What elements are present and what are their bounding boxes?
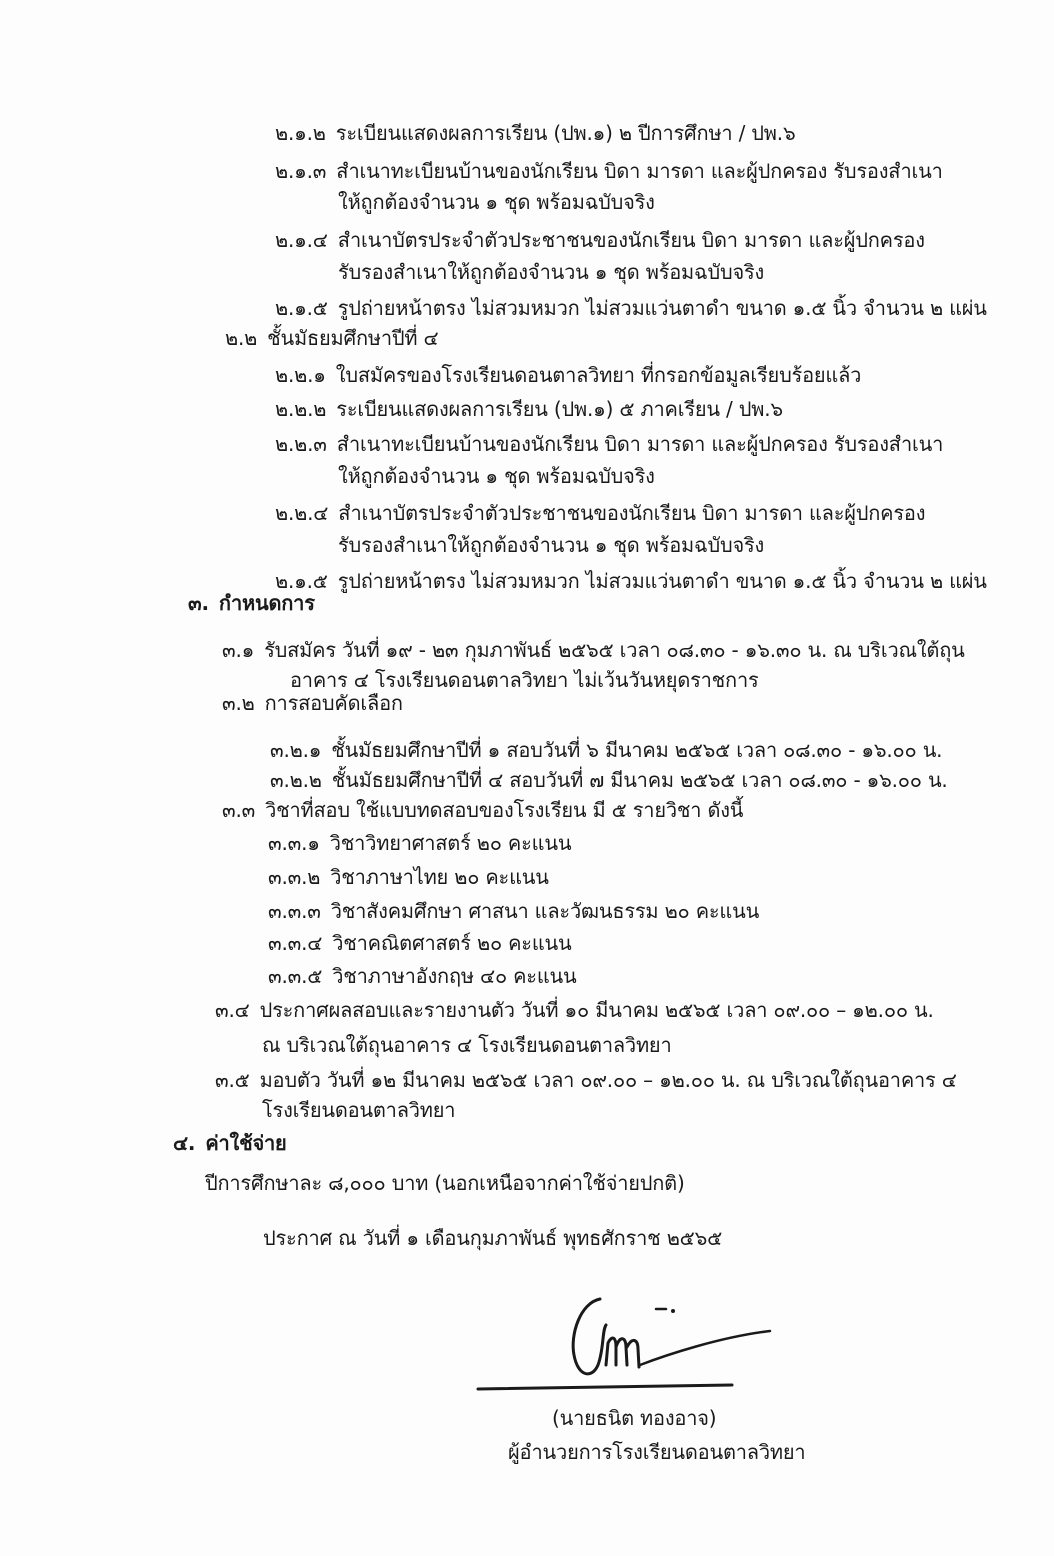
item-number: ๓.๒ — [222, 691, 255, 715]
item-number: ๔. — [173, 1131, 196, 1155]
item-2-2-3-cont: ให้ถูกต้องจำนวน ๑ ชุด พร้อมฉบับจริง — [338, 464, 655, 488]
item-3-3-5 — [268, 963, 576, 989]
item-text: รูปถ่ายหน้าตรง ไม่สวมหมวก ไม่สวมแว่นตาดำ ขนาด ๑.๕ นิ้ว จำนวน ๒ แผ่น — [337, 296, 987, 320]
item-3-1 — [222, 637, 965, 663]
item-number: ๓.๔ — [215, 998, 250, 1022]
item-text: ชั้นมัธยมศึกษาปีที่ ๔ — [267, 326, 439, 350]
item-2-1-4-cont: รับรองสำเนาให้ถูกต้องจำนวน ๑ ชุด พร้อมฉบับจริง — [338, 260, 765, 284]
item-number: ๒.๒.๑ — [275, 363, 326, 387]
item-2-1-2 — [275, 120, 795, 146]
item-number: ๓.๒.๑ — [270, 738, 322, 762]
item-3-5 — [215, 1067, 957, 1093]
item-3-1-cont: อาคาร ๔ โรงเรียนดอนตาลวิทยา ไม่เว้นวันหยุดราชการ — [290, 668, 759, 692]
item-2-1-5 — [275, 295, 987, 321]
item-text: ประกาศผลสอบและรายงานตัว วันที่ ๑๐ มีนาคม ๒๕๖๕ เวลา ๐๙.๐๐ – ๑๒.๐๐ น. — [259, 998, 934, 1022]
item-text: ระเบียนแสดงผลการเรียน (ปพ.๑) ๕ ภาคเรียน / ปพ.๖ — [336, 397, 783, 421]
signature-mark — [470, 1285, 790, 1395]
section-2-2-heading — [225, 325, 438, 351]
item-text: กำหนดการ — [218, 591, 315, 615]
item-number: ๓.๓.๑ — [268, 831, 320, 855]
item-3-3-3 — [268, 898, 759, 924]
item-text: สำเนาทะเบียนบ้านของนักเรียน บิดา มารดา และผู้ปกครอง รับรองสำเนา — [336, 159, 943, 183]
item-3-2 — [222, 690, 403, 716]
item-2-2-3 — [275, 431, 943, 457]
item-number: ๒.๒ — [225, 326, 258, 350]
item-number: ๓.๕ — [215, 1068, 250, 1092]
item-2-1-3 — [275, 158, 943, 184]
item-text: วิชาภาษาไทย ๒๐ คะแนน — [330, 865, 549, 889]
item-text: ชั้นมัธยมศึกษาปีที่ ๔ สอบวันที่ ๗ มีนาคม ๒๕๖๕ เวลา ๐๘.๓๐ - ๑๖.๐๐ น. — [331, 768, 948, 792]
item-number: ๓.๑ — [222, 638, 255, 662]
item-number: ๒.๒.๒ — [275, 397, 327, 421]
item-3-2-1 — [270, 737, 942, 763]
item-number: ๓.๓.๕ — [268, 964, 323, 988]
item-number: ๒.๑.๒ — [275, 121, 326, 145]
item-text: วิชาภาษาอังกฤษ ๔๐ คะแนน — [332, 964, 577, 988]
item-2-2-1 — [275, 362, 861, 388]
item-number: ๓.๒.๒ — [270, 768, 322, 792]
item-text: มอบตัว วันที่ ๑๒ มีนาคม ๒๕๖๕ เวลา ๐๙.๐๐ – ๑๒.๐๐ น. ณ บริเวณใต้ถุนอาคาร ๔ — [259, 1068, 957, 1092]
item-text: ใบสมัครของโรงเรียนดอนตาลวิทยา ที่กรอกข้อมูลเรียบร้อยแล้ว — [335, 363, 862, 387]
item-3-4 — [215, 997, 934, 1023]
item-3-3-1 — [268, 830, 571, 856]
item-2-2-4 — [275, 500, 925, 526]
item-3-3 — [222, 797, 743, 823]
item-3-4-cont: ณ บริเวณใต้ถุนอาคาร ๔ โรงเรียนดอนตาลวิทยา — [262, 1033, 672, 1057]
item-number: ๒.๑.๕ — [275, 569, 328, 593]
item-text: วิชาวิทยาศาสตร์ ๒๐ คะแนน — [329, 831, 572, 855]
item-3-3-2 — [268, 864, 549, 890]
item-number: ๒.๑.๓ — [275, 159, 327, 183]
item-text: ชั้นมัธยมศึกษาปีที่ ๑ สอบวันที่ ๖ มีนาคม ๒๕๖๕ เวลา ๐๘.๓๐ - ๑๖.๐๐ น. — [331, 738, 943, 762]
item-text: วิชาคณิตศาสตร์ ๒๐ คะแนน — [332, 931, 572, 955]
item-2-2-4-cont: รับรองสำเนาให้ถูกต้องจำนวน ๑ ชุด พร้อมฉบับจริง — [338, 533, 765, 557]
section-4-heading — [173, 1130, 287, 1156]
signer-name: (นายธนิต ทองอาจ) — [552, 1406, 717, 1430]
section-3-heading — [188, 590, 315, 616]
item-number: ๓.๓.๓ — [268, 899, 321, 923]
item-number: ๒.๑.๔ — [275, 228, 328, 252]
item-3-2-2 — [270, 767, 948, 793]
item-3-3-4 — [268, 930, 572, 956]
item-text: วิชาสังคมศึกษา ศาสนา และวัฒนธรรม ๒๐ คะแนน — [330, 899, 760, 923]
item-number: ๒.๒.๔ — [275, 501, 329, 525]
item-text: ค่าใช้จ่าย — [205, 1131, 287, 1155]
item-text: รูปถ่ายหน้าตรง ไม่สวมหมวก ไม่สวมแว่นตาดำ ขนาด ๑.๕ นิ้ว จำนวน ๒ แผ่น — [337, 569, 987, 593]
item-text: สำเนาบัตรประจำตัวประชาชนของนักเรียน บิดา มารดา และผู้ปกครอง — [337, 228, 925, 252]
item-number: ๓.๓ — [222, 798, 256, 822]
item-text: การสอบคัดเลือก — [264, 691, 403, 715]
announcement-date: ประกาศ ณ วันที่ ๑ เดือนกุมภาพันธ์ พุทธศักราช ๒๕๖๕ — [263, 1226, 723, 1250]
item-number: ๓.๓.๒ — [268, 865, 321, 889]
item-2-1-4 — [275, 227, 925, 253]
item-number: ๓.๓.๔ — [268, 931, 323, 955]
item-number: ๒.๒.๓ — [275, 432, 327, 456]
item-2-2-2 — [275, 396, 783, 422]
item-text: วิชาที่สอบ ใช้แบบทดสอบของโรงเรียน มี ๕ รายวิชา ดังนี้ — [265, 798, 744, 822]
item-2-1-3-cont: ให้ถูกต้องจำนวน ๑ ชุด พร้อมฉบับจริง — [338, 190, 655, 214]
item-text: รับสมัคร วันที่ ๑๙ - ๒๓ กุมภาพันธ์ ๒๕๖๕ เวลา ๐๘.๓๐ - ๑๖.๓๐ น. ณ บริเวณใต้ถุน — [264, 638, 965, 662]
signer-title: ผู้อำนวยการโรงเรียนดอนตาลวิทยา — [508, 1440, 806, 1464]
section-4-body: ปีการศึกษาละ ๘,๐๐๐ บาท (นอกเหนือจากค่าใช้จ่ายปกติ) — [205, 1171, 685, 1195]
item-number: ๓. — [188, 591, 209, 615]
item-text: สำเนาบัตรประจำตัวประชาชนของนักเรียน บิดา มารดา และผู้ปกครอง — [338, 501, 926, 525]
item-2-2-5 — [275, 568, 987, 594]
item-number: ๒.๑.๕ — [275, 296, 328, 320]
item-text: สำเนาทะเบียนบ้านของนักเรียน บิดา มารดา และผู้ปกครอง รับรองสำเนา — [336, 432, 944, 456]
item-3-5-cont: โรงเรียนดอนตาลวิทยา — [262, 1098, 456, 1122]
item-text: ระเบียนแสดงผลการเรียน (ปพ.๑) ๒ ปีการศึกษา / ปพ.๖ — [335, 121, 796, 145]
